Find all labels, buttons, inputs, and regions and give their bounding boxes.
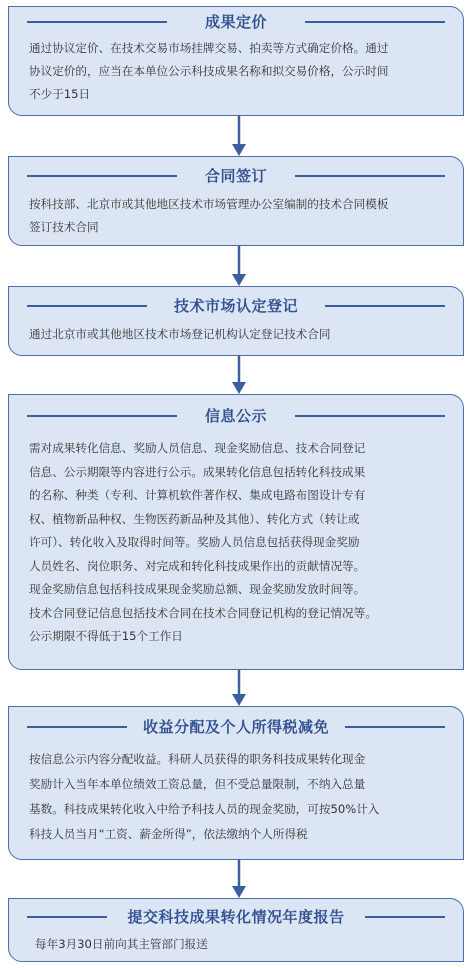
body-line: 人员姓名、岗位职务、对完成和转化科技成果作出的贡献情况等。 [29,558,366,573]
flow-arrow-3 [232,356,246,394]
flow-arrow-5 [232,860,246,898]
body-line: 科技人员当月“工资、薪金所得”，依法缴纳个人所得税 [29,827,308,841]
title-rule-left [27,305,147,307]
body-line: 通过协议定价、在技术交易市场挂牌交易、拍卖等方式确定价格。通过 [29,41,389,55]
step-box-income-distribution [8,706,464,860]
title-rule-left [27,415,177,417]
step-box-contract-signing [8,156,464,246]
body-line: 权、植物新品种权、生物医药新品种及其他）、转化方式（转让或 [29,511,360,526]
title-rule-left [27,726,127,728]
body-line: 现金奖励信息包括科技成果现金奖励总额、现金奖励发放时间等。 [29,582,366,596]
step-body [9,35,463,112]
step-body [9,435,463,655]
step-title-row [9,7,463,35]
body-line: 许可）、转化收入及取得时间等。奖励人员信息包括获得现金奖励 [29,535,360,549]
step-box-annual-report [8,898,464,962]
title-rule-right [295,175,445,177]
flow-arrow-2 [232,246,246,286]
step-title: 成果定价 [197,11,275,32]
body-line: 按信息公示内容分配收益。科研人员获得的职务科技成果转化现金 [29,752,366,766]
step-title-row [9,899,463,933]
step-title-row [9,157,463,193]
step-title: 信息公示 [197,405,275,426]
step-title-row [9,707,463,745]
body-line: 奖励计入当年本单位绩效工资总量，但不受总量限制，不纳入总量 [29,777,366,791]
body-line: 技术合同登记信息包括技术合同在技术合同登记机构的登记情况等。 [29,605,377,620]
body-line: 公示期限不得低于15个工作日 [29,629,183,643]
body-line: 基数。科技成果转化收入中给予科技人员的现金奖励，可按50%计入 [29,802,380,816]
body-line: 的名称、种类（专利、计算机软件著作权、集成电路布图设计专有 [29,488,366,502]
body-line: 按科技部、北京市或其他地区技术市场管理办公室编制的技术合同模板 [29,197,389,211]
step-title: 提交科技成果转化情况年度报告 [119,906,352,927]
body-line: 签订技术合同 [29,220,99,234]
body-line: 每年3月30日前向其主管部门报送 [35,937,208,951]
step-title-row [9,287,463,323]
step-body [9,323,463,352]
title-rule-right [345,726,445,728]
flow-arrow-4 [232,670,246,706]
step-box-public-notice [8,394,464,670]
title-rule-left [27,175,177,177]
step-title: 收益分配及个人所得税减免 [135,716,337,737]
step-body [9,933,463,962]
title-rule-right [325,305,445,307]
step-title: 合同签订 [197,165,275,186]
step-body [9,745,463,853]
step-title: 技术市场认定登记 [166,295,306,316]
step-box-registration [8,286,464,356]
title-rule-right [365,916,445,918]
body-line: 协议定价的，应当在本单位公示科技成果名称和拟交易价格，公示时间 [29,64,389,78]
step-body [9,193,463,245]
title-rule-right [305,21,445,23]
body-line: 需对成果转化信息、奖励人员信息、现金奖励信息、技术合同登记 [29,441,366,455]
flow-arrow-1 [232,116,246,156]
body-line: 通过北京市或其他地区技术市场登记机构认定登记技术合同 [29,327,331,341]
step-title-row [9,395,463,435]
title-rule-right [295,415,445,417]
body-line: 不少于15日 [29,87,91,101]
title-rule-left [27,21,167,23]
title-rule-left [27,916,107,918]
body-line: 信息、公示期限等内容进行公示。成果转化信息包括转化科技成果 [29,464,366,479]
step-box-pricing [8,6,464,116]
